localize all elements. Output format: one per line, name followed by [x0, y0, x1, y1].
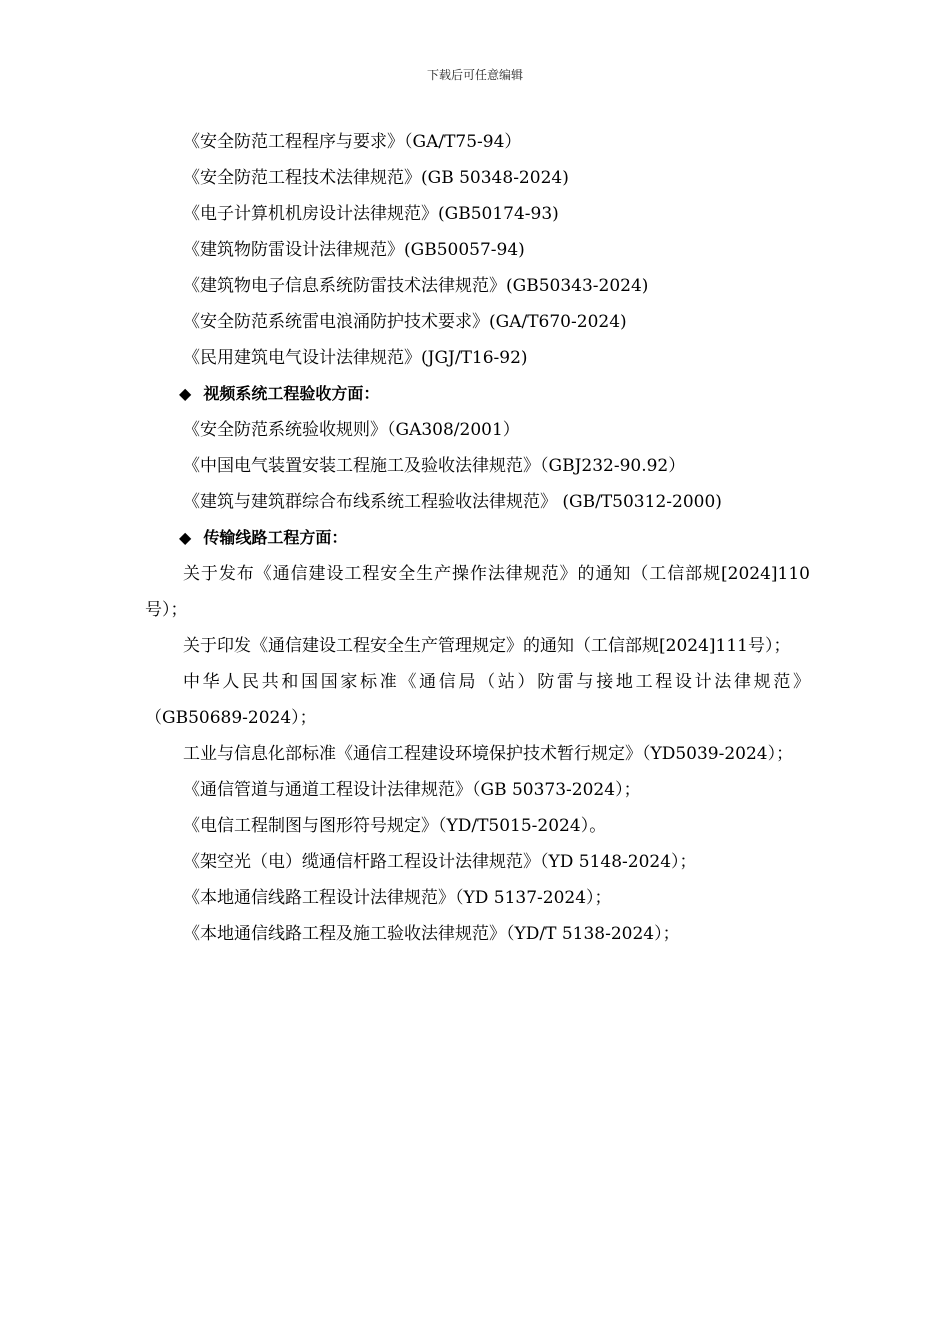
standard-item: 《民用建筑电气设计法律规范》(JGJ/T16-92) [183, 348, 528, 368]
standard-item: 《安全防范系统雷电浪涌防护技术要求》(GA/T670-2024) [183, 312, 627, 332]
standard-item: 《电信工程制图与图形符号规定》（YD/T5015-2024）。 [183, 816, 607, 836]
section-title: 传输线路工程方面： [203, 528, 348, 547]
standard-item: 《建筑物防雷设计法律规范》(GB50057-94) [183, 240, 525, 260]
standard-item: 《本地通信线路工程及施工验收法律规范》（YD/T 5138-2024）； [183, 924, 680, 944]
standard-item: 《通信管道与通道工程设计法律规范》（GB 50373-2024）； [183, 780, 641, 800]
standard-item: 《安全防范工程技术法律规范》(GB 50348-2024) [183, 168, 569, 188]
standard-item: 《中国电气装置安装工程施工及验收法律规范》（GBJ232-90.92） [183, 456, 686, 476]
diamond-bullet-icon: ◆ [179, 528, 192, 547]
section-heading-video-acceptance [145, 376, 810, 412]
section-title: 视频系统工程验收方面： [203, 384, 380, 403]
standard-item: 《安全防范系统验收规则》（GA308/2001） [183, 420, 520, 440]
page-header: 下载后可任意编辑 [426, 68, 523, 82]
document-body [145, 124, 810, 952]
standard-item: 《电子计算机机房设计法律规范》(GB50174-93) [183, 204, 559, 224]
standard-item: 《架空光（电）缆通信杆路工程设计法律规范》（YD 5148-2024）； [183, 852, 697, 872]
standard-item: 《安全防范工程程序与要求》（GA/T75-94） [183, 132, 522, 152]
standard-item: 《本地通信线路工程设计法律规范》（YD 5137-2024）； [183, 888, 612, 908]
section-heading-transmission-lines [145, 520, 810, 556]
paragraph: 关于发布《通信建设工程安全生产操作法律规范》的通知（工信部规[2024]110号）； [145, 564, 810, 620]
paragraph: 工业与信息化部标准《通信工程建设环境保护技术暂行规定》（YD5039-2024）； [183, 744, 794, 764]
standard-item: 《建筑与建筑群综合布线系统工程验收法律规范》 (GB/T50312-2000) [183, 492, 722, 512]
paragraph: 中华人民共和国国家标准《通信局（站）防雷与接地工程设计法律规范》（GB50689-2024）； [145, 672, 810, 728]
diamond-bullet-icon: ◆ [179, 384, 192, 403]
standard-item: 《建筑物电子信息系统防雷技术法律规范》(GB50343-2024) [183, 276, 649, 296]
paragraph: 关于印发《通信建设工程安全生产管理规定》的通知（工信部规[2024]111号）； [183, 636, 791, 656]
